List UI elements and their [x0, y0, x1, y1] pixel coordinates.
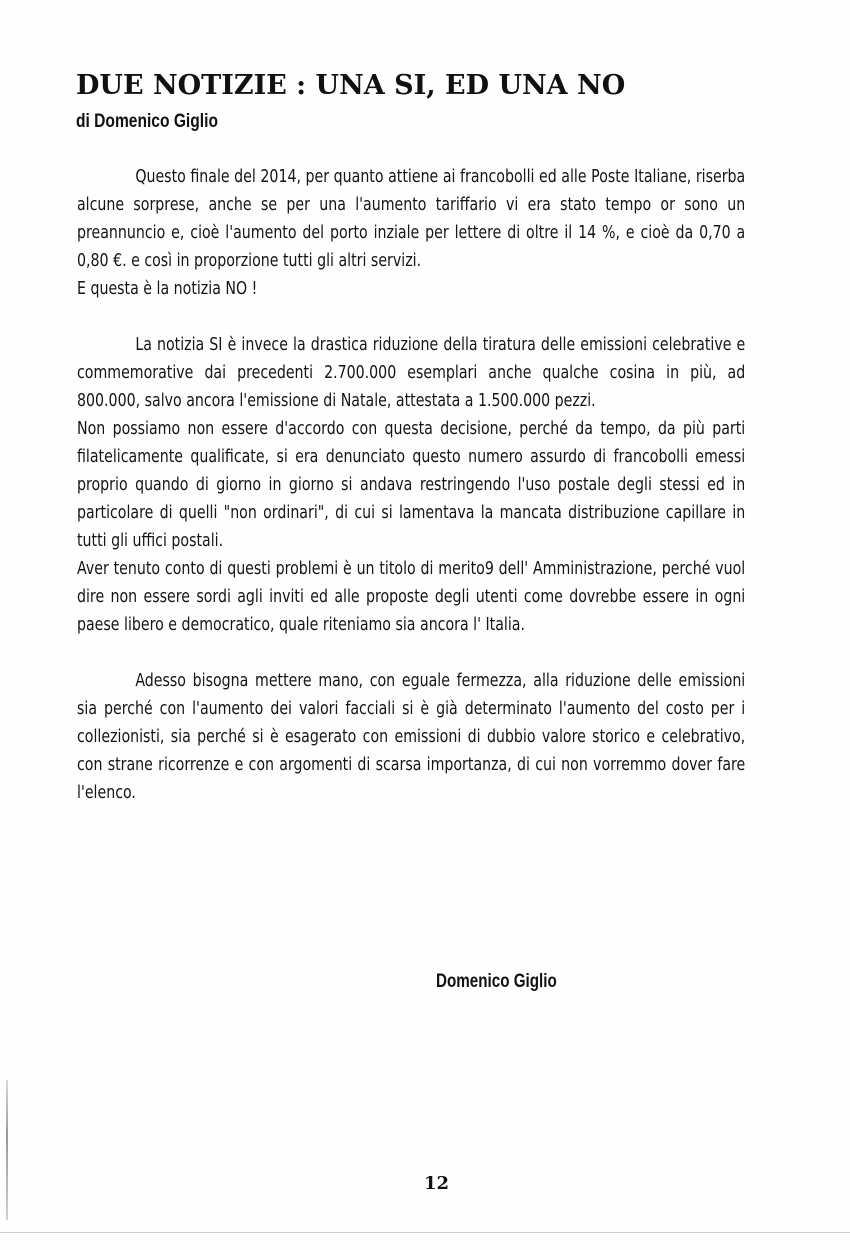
paragraph-3: La notizia SI è invece la drastica riduzione della tiratura delle emissioni celebrative e commemorative dai precedenti 2.700.000 esemplari anche qualche cosina in più, ad 800.000, salvo ancora l'emissione di Natale, attestata a 1.500.000 pezzi.: [77, 335, 746, 411]
scan-edge-shadow: [6, 1080, 8, 1220]
article-byline: di Domenico Giglio: [76, 111, 218, 132]
author-signature: Domenico Giglio: [436, 971, 557, 992]
page-number: 12: [424, 1173, 450, 1194]
article-body: [77, 163, 745, 807]
page-bottom-edge: [0, 1232, 850, 1233]
paragraph-6: Adesso bisogna mettere mano, con eguale fermezza, alla riduzione delle emissioni sia perché con l'aumento dei valori facciali si è già determinato l'aumento del costo per i collezionisti, sia perché si è esagerato con emissioni di dubbio valore storico e celebrativo, con strane ricorrenze e con argomenti di scarsa importanza, di cui non vorremmo dover fare l'elenco.: [77, 671, 746, 803]
paragraph-4: Non possiamo non essere d'accordo con questa decisione, perché da tempo, da più parti filatelicamente qualificate, si era denunciato questo numero assurdo di francobolli emessi proprio quando di giorno in giorno si andava restringendo l'uso postale degli stessi ed in particolare di quelli "non ordinari", di cui si lamentava la mancata distribuzione capillare in tutti gli uffici postali.: [77, 419, 746, 551]
paragraph-2: E questa è la notizia NO !: [77, 279, 258, 299]
paragraph-5: Aver tenuto conto di questi problemi è un titolo di merito9 dell' Amministrazione, perché vuol dire non essere sordi agli inviti ed alle proposte degli utenti come dovrebbe essere in ogni paese libero e democratico, quale riteniamo sia ancora l' Italia.: [77, 559, 746, 635]
paragraph-1: Questo finale del 2014, per quanto attiene ai francobolli ed alle Poste Italiane, riserba alcune sorprese, anche se per una l'aumento tariffario vi era stato tempo or sono un preannuncio e, cioè l'aumento del porto inziale per lettere di oltre il 14 %, e cioè da 0,70 a 0,80 €. e così in proporzione tutti gli altri servizi.: [77, 167, 746, 271]
article-title: DUE NOTIZIE : UNA SI, ED UNA NO: [76, 70, 626, 101]
